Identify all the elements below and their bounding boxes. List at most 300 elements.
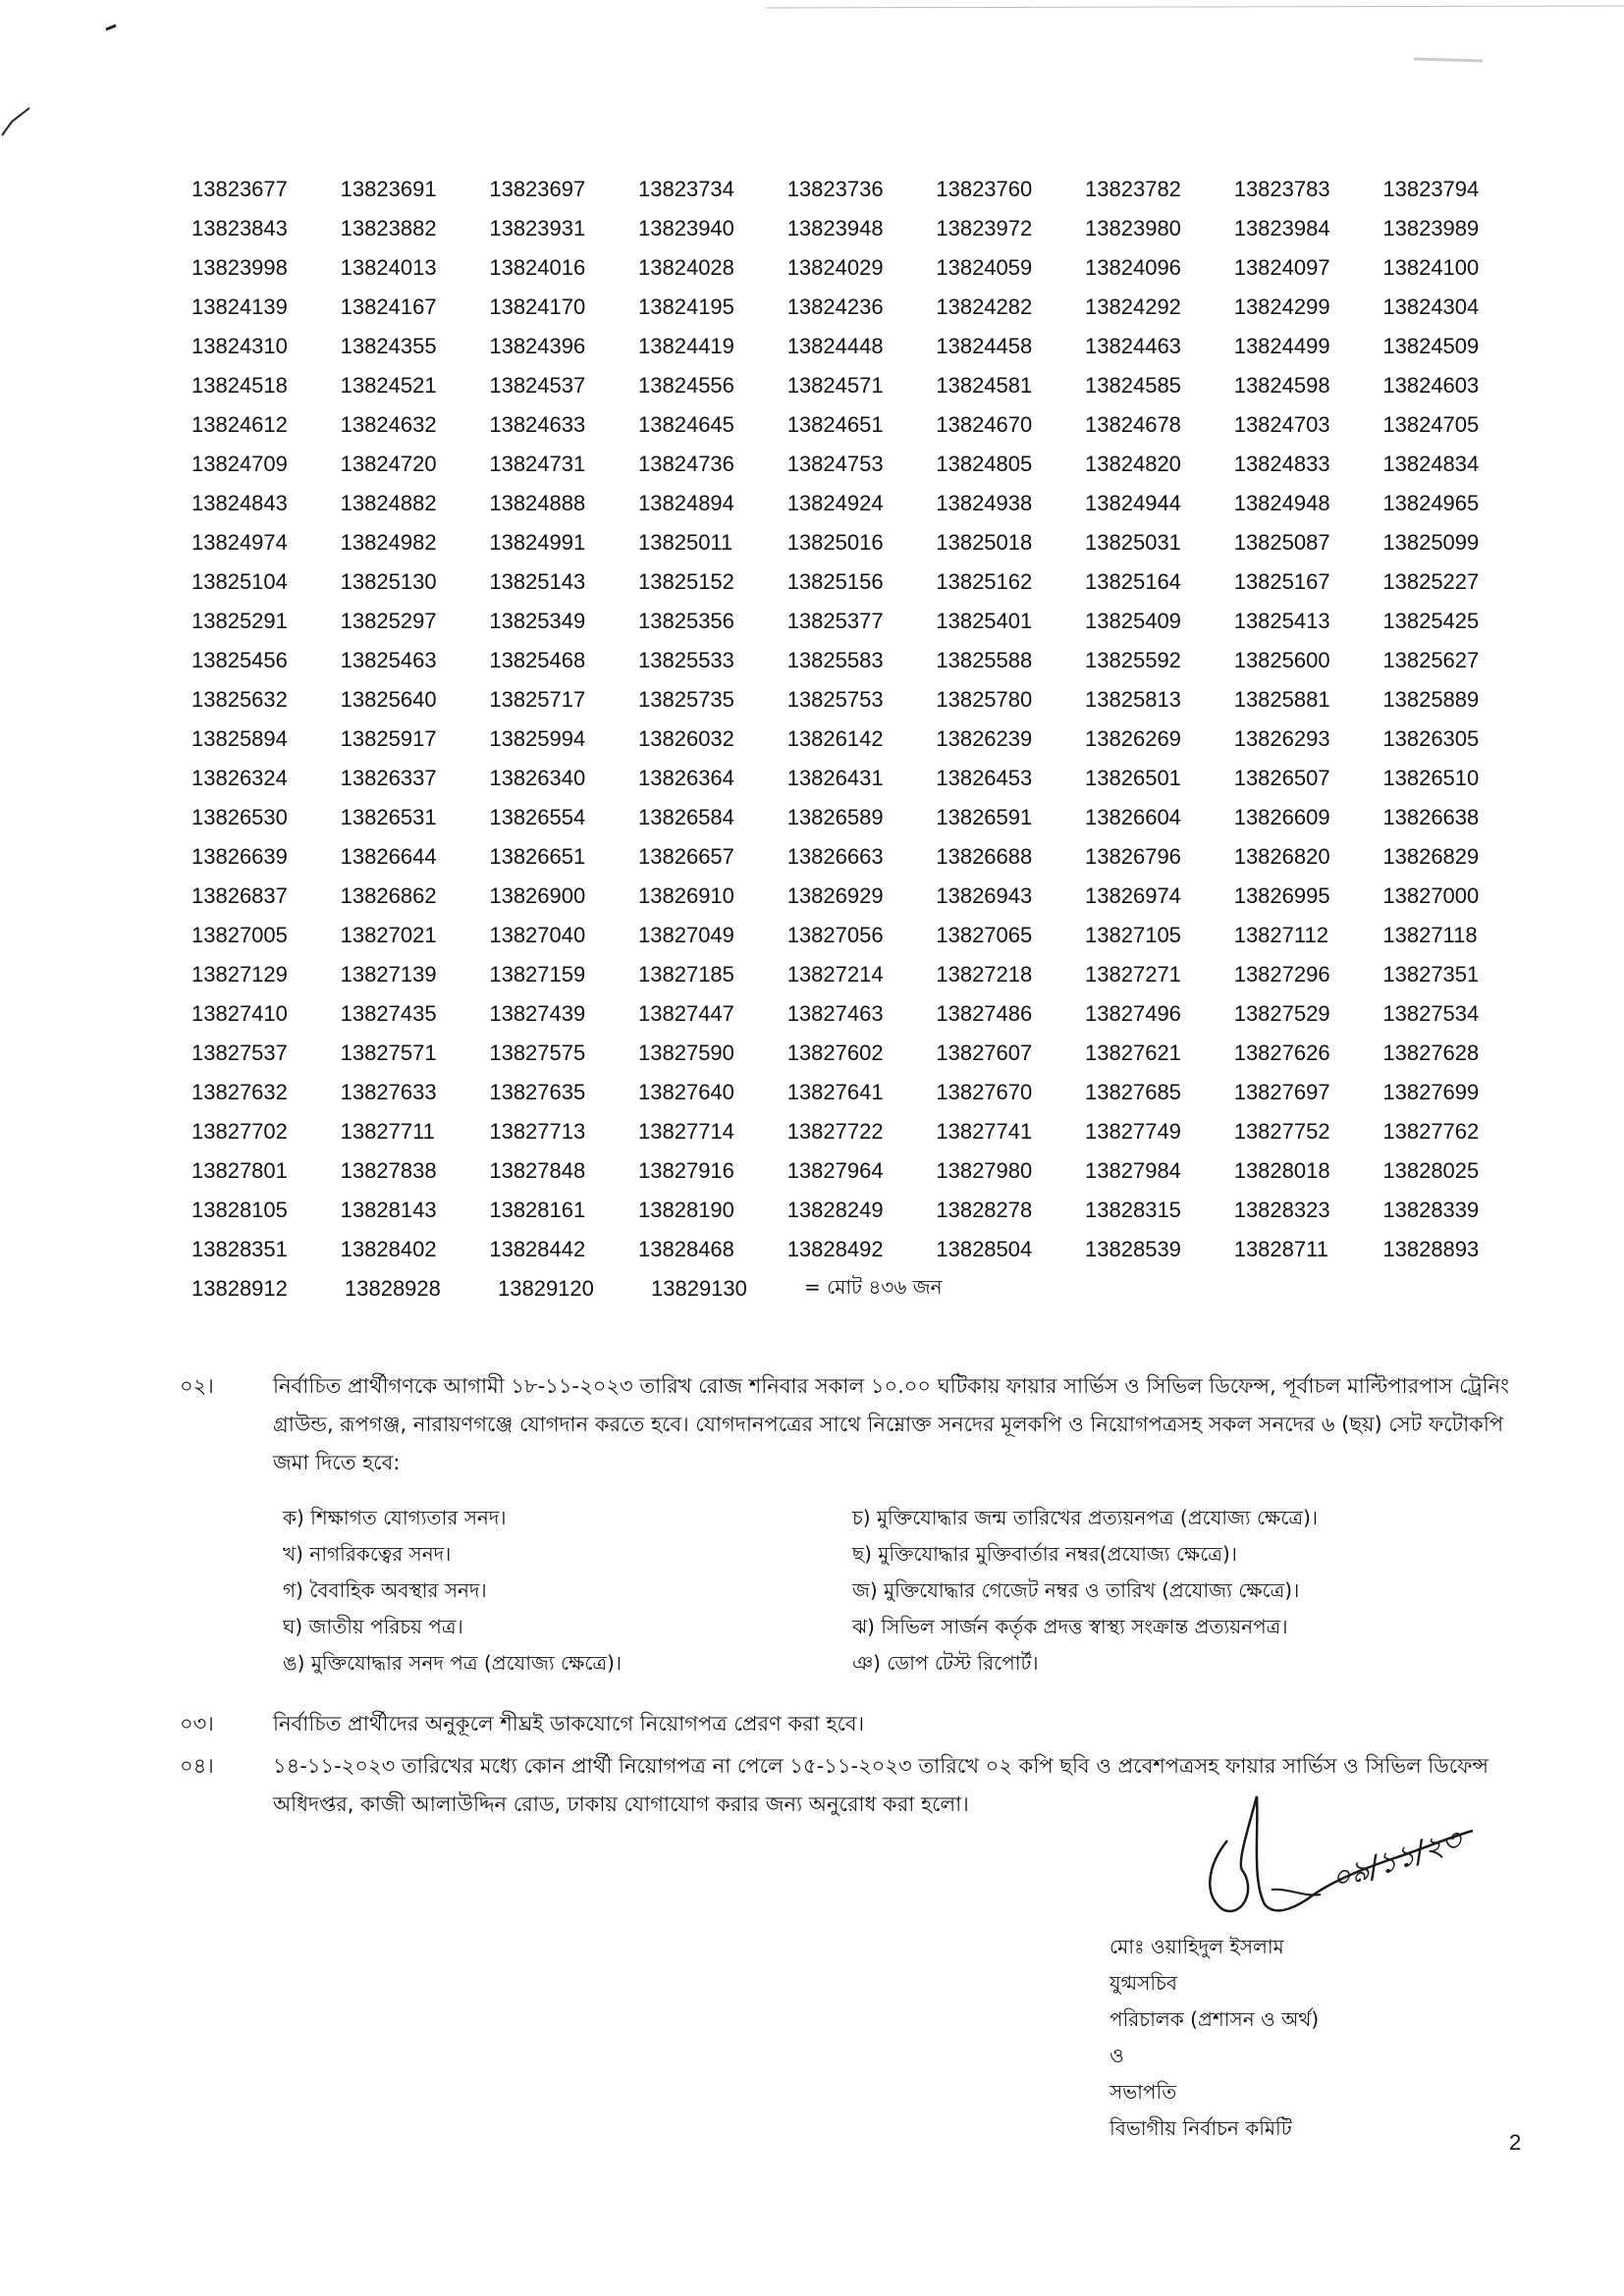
roll-number: 13824028 <box>638 255 734 280</box>
roll-number: 13828402 <box>340 1237 437 1261</box>
roll-number: 13827749 <box>1085 1119 1181 1144</box>
roll-number: 13824139 <box>191 294 288 319</box>
roll-number: 13828711 <box>1233 1237 1328 1261</box>
roll-number: 13824944 <box>1085 491 1181 515</box>
paragraph-02 <box>180 1367 1515 1482</box>
roll-number: 13826530 <box>191 805 288 829</box>
para-text: নির্বাচিত প্রার্থীদের অনুকূলে শীঘ্রই ডাকযোগে নিয়োগপত্র প্রেরণ করা হবে। <box>273 1712 865 1735</box>
roll-number: 13827534 <box>1382 1001 1480 1026</box>
roll-number: 13824833 <box>1233 452 1330 476</box>
roll-number: 13824355 <box>340 334 437 358</box>
roll-number: 13824612 <box>191 412 288 437</box>
roll-number: 13827049 <box>638 923 734 947</box>
roll-number: 13823783 <box>1233 177 1330 201</box>
roll-number: 13824834 <box>1382 452 1480 476</box>
roll-number: 13824720 <box>340 452 437 476</box>
roll-row <box>191 248 1532 288</box>
signature-date: ০৯/১১/২৩ <box>1326 1822 1466 1897</box>
roll-number: 13825356 <box>638 609 734 633</box>
roll-number: 13827056 <box>786 923 884 947</box>
roll-number: 13824603 <box>1382 373 1480 398</box>
para-text: নির্বাচিত প্রার্থীগণকে আগামী ১৮-১১-২০২৩ তারিখ রোজ শনিবার সকাল ১০.০০ ঘটিকায় ফায়ার সার্ভিস ও সিভিল ডিফেন্স, পূর্বাচল মাল্টিপারপাস ট্রেনিং গ্রাউন্ড, রূপগঞ্জ, নারায়ণগঞ্জে যোগদান করতে হবে। যোগদানপত্রের সাথে নিম্নোক্ত সনদের মূলকপি ও নিয়োগপত্রসহ সকল সনদের ৬ (ছয়) সেট ফটোকপি জমা দিতে হবে: <box>273 1374 1510 1474</box>
roll-row <box>191 680 1532 720</box>
roll-number: 13824292 <box>1085 294 1181 319</box>
roll-number: 13823734 <box>638 177 734 201</box>
roll-number: 13828315 <box>1085 1198 1181 1222</box>
roll-number: 13827848 <box>489 1158 586 1183</box>
roll-number: 13826900 <box>489 883 586 908</box>
roll-number: 13824820 <box>1085 452 1181 476</box>
roll-number: 13826324 <box>191 766 288 790</box>
doc-item: ঘ) জাতীয় পরিচয় পত্র। <box>283 1615 463 1638</box>
roll-number: 13827699 <box>1382 1080 1480 1104</box>
roll-number: 13826929 <box>786 883 884 908</box>
roll-row <box>191 641 1532 680</box>
roll-number: 13824805 <box>936 452 1033 476</box>
roll-number: 13827000 <box>1382 883 1480 908</box>
roll-number: 13827838 <box>340 1158 437 1183</box>
roll-number: 13826453 <box>936 766 1033 790</box>
roll-number: 13828893 <box>1382 1237 1480 1261</box>
roll-number: 13823989 <box>1382 216 1480 240</box>
roll-number: 13827640 <box>638 1080 734 1104</box>
roll-number: 13827218 <box>936 962 1033 987</box>
roll-number: 13826688 <box>936 844 1033 869</box>
roll-number: 13823843 <box>191 216 288 240</box>
roll-number: 13824419 <box>638 334 734 358</box>
roll-number: 13823972 <box>936 216 1033 240</box>
roll-number: 13826995 <box>1233 883 1330 908</box>
roll-number: 13827271 <box>1085 962 1181 987</box>
doc-row <box>283 1647 1461 1683</box>
roll-number: 13826337 <box>340 766 437 790</box>
roll-number: 13827602 <box>786 1041 884 1065</box>
roll-number: 13828161 <box>489 1198 586 1222</box>
roll-number: 13825377 <box>786 609 884 633</box>
roll-number: 13826604 <box>1085 805 1181 829</box>
roll-row <box>191 1151 1532 1191</box>
roll-number: 13823782 <box>1085 177 1181 201</box>
roll-number: 13828323 <box>1233 1198 1330 1222</box>
roll-number: 13824991 <box>489 530 586 555</box>
roll-number: 13824396 <box>489 334 586 358</box>
page-number: 2 <box>1509 2130 1522 2155</box>
roll-row <box>191 916 1532 955</box>
roll-number: 13826531 <box>340 805 437 829</box>
roll-number: 13824556 <box>638 373 734 398</box>
roll-number: 13823736 <box>786 177 884 201</box>
roll-row <box>191 366 1532 405</box>
roll-number: 13827916 <box>638 1158 734 1183</box>
roll-number: 13827537 <box>191 1041 288 1065</box>
roll-number: 13824882 <box>340 491 437 515</box>
required-documents-list <box>283 1502 1461 1683</box>
signatory-title: সভাপতি <box>1110 2080 1177 2104</box>
roll-number: 13827040 <box>489 923 586 947</box>
roll-number: 13828468 <box>638 1237 734 1261</box>
roll-row <box>191 445 1532 484</box>
roll-number: 13824731 <box>489 452 586 476</box>
roll-number: 13827980 <box>936 1158 1033 1183</box>
roll-number: 13825164 <box>1085 569 1181 594</box>
roll-row <box>191 170 1532 209</box>
roll-number: 13828025 <box>1382 1158 1480 1183</box>
roll-row <box>191 720 1532 759</box>
roll-number: 13823882 <box>340 216 437 240</box>
roll-number: 13824458 <box>936 334 1033 358</box>
roll-row <box>191 955 1532 994</box>
roll-number: 13826431 <box>786 766 884 790</box>
roll-row <box>191 837 1532 877</box>
roll-number: 13824304 <box>1382 294 1480 319</box>
roll-number: 13825894 <box>191 726 288 751</box>
doc-item: ক) শিক্ষাগত যোগ্যতার সনদ। <box>283 1506 507 1529</box>
roll-row <box>191 759 1532 798</box>
roll-number: 13827641 <box>786 1080 884 1104</box>
roll-number: 13826340 <box>489 766 586 790</box>
roll-number: 13827635 <box>489 1080 586 1104</box>
roll-number: 13825409 <box>1085 609 1181 633</box>
roll-number: 13826609 <box>1233 805 1330 829</box>
doc-item: ছ) মুক্তিযোদ্ধার মুক্তিবার্তার নম্বর(প্রযোজ্য ক্ষেত্রে)। <box>852 1542 1237 1566</box>
roll-number: 13823980 <box>1085 216 1181 240</box>
roll-number: 13828018 <box>1233 1158 1330 1183</box>
roll-number: 13826910 <box>638 883 734 908</box>
roll-number: 13825994 <box>489 726 586 751</box>
roll-number: 13825600 <box>1233 648 1330 672</box>
roll-number: 13825456 <box>191 648 288 672</box>
roll-number: 13823697 <box>489 177 586 201</box>
roll-number: 13826644 <box>340 844 437 869</box>
roll-number: 13827118 <box>1382 923 1478 947</box>
para-text: ১৪-১১-২০২৩ তারিখের মধ্যে কোন প্রার্থী নিয়োগপত্র না পেলে ১৫-১১-২০২৩ তারিখে ০২ কপি ছবি ও প্রবেশপত্রসহ ফায়ার সার্ভিস ও সিভিল ডিফেন্স অধিদপ্তর, কাজী আলাউদ্দিন রোড, ঢাকায় যোগাযোগ করার জন্য অনুরোধ করা হলো। <box>273 1754 1489 1816</box>
roll-row <box>191 562 1532 602</box>
roll-number: 13827571 <box>340 1041 437 1065</box>
roll-number: 13824705 <box>1382 412 1480 437</box>
roll-number: 13827607 <box>936 1041 1033 1065</box>
roll-row <box>191 602 1532 641</box>
roll-number: 13824299 <box>1233 294 1330 319</box>
roll-number: 13825425 <box>1382 609 1480 633</box>
doc-item: ঙ) মুক্তিযোদ্ধার সনদ পত্র (প্রযোজ্য ক্ষেত্রে)। <box>283 1651 623 1675</box>
roll-number: 13824585 <box>1085 373 1181 398</box>
roll-number: 13827410 <box>191 1001 288 1026</box>
roll-number: 13827112 <box>1233 923 1328 947</box>
roll-number: 13827105 <box>1085 923 1181 947</box>
roll-number: 13828249 <box>786 1198 884 1222</box>
roll-number: 13828928 <box>345 1276 441 1301</box>
roll-number: 13824645 <box>638 412 734 437</box>
doc-item: ঞ) ডোপ টেস্ট রিপোর্ট। <box>852 1651 1039 1675</box>
roll-number: 13824029 <box>786 255 884 280</box>
roll-number: 13826507 <box>1233 766 1330 790</box>
roll-number: 13829120 <box>498 1276 594 1301</box>
roll-number: 13827065 <box>936 923 1033 947</box>
roll-row <box>191 1269 1532 1308</box>
roll-number: 13826589 <box>786 805 884 829</box>
roll-number: 13826974 <box>1085 883 1181 908</box>
roll-row <box>191 1073 1532 1112</box>
roll-number: 13823691 <box>340 177 437 201</box>
roll-number: 13825227 <box>1382 569 1480 594</box>
roll-number: 13826239 <box>936 726 1033 751</box>
roll-number: 13826943 <box>936 883 1033 908</box>
roll-number: 13827214 <box>786 962 884 987</box>
roll-number: 13825533 <box>638 648 734 672</box>
roll-number: 13827984 <box>1085 1158 1181 1183</box>
roll-number: 13824571 <box>786 373 884 398</box>
roll-number: 13828442 <box>489 1237 586 1261</box>
roll-number: 13824167 <box>340 294 437 319</box>
doc-item: গ) বৈবাহিক অবস্থার সনদ। <box>283 1578 487 1602</box>
roll-number: 13826554 <box>489 805 586 829</box>
roll-row <box>191 523 1532 562</box>
roll-number: 13824938 <box>936 491 1033 515</box>
doc-row <box>283 1575 1461 1611</box>
roll-number: 13826364 <box>638 766 734 790</box>
roll-number: 13827447 <box>638 1001 734 1026</box>
roll-row <box>191 288 1532 327</box>
roll-number: 13825152 <box>638 569 734 594</box>
roll-number: 13824736 <box>638 452 734 476</box>
roll-number: 13825463 <box>340 648 437 672</box>
roll-row <box>191 1230 1532 1269</box>
roll-row <box>191 1112 1532 1151</box>
roll-number: 13827139 <box>340 962 437 987</box>
roll-number: 13823760 <box>936 177 1033 201</box>
roll-number: 13827697 <box>1233 1080 1330 1104</box>
roll-number: 13825162 <box>936 569 1033 594</box>
roll-number: 13825753 <box>786 687 884 712</box>
roll-number: 13825167 <box>1233 569 1330 594</box>
para-number: ০৩। <box>180 1712 214 1735</box>
roll-number: 13824670 <box>936 412 1033 437</box>
roll-row <box>191 994 1532 1034</box>
roll-number: 13825881 <box>1233 687 1330 712</box>
roll-number: 13824703 <box>1233 412 1330 437</box>
roll-row <box>191 1034 1532 1073</box>
roll-row <box>191 1191 1532 1230</box>
roll-number: 13826591 <box>936 805 1033 829</box>
roll-number: 13824236 <box>786 294 884 319</box>
roll-number: 13827351 <box>1382 962 1480 987</box>
roll-number: 13824016 <box>489 255 586 280</box>
roll-number: 13826651 <box>489 844 586 869</box>
roll-number: 13827964 <box>786 1158 884 1183</box>
roll-number: 13827670 <box>936 1080 1033 1104</box>
signatory-conjunction: ও <box>1110 2044 1124 2067</box>
roll-number: 13825640 <box>340 687 437 712</box>
signatory-title: পরিচালক (প্রশাসন ও অর্থ) <box>1110 2007 1320 2031</box>
roll-number: 13824709 <box>191 452 288 476</box>
roll-number: 13828143 <box>340 1198 437 1222</box>
roll-number: 13823940 <box>638 216 734 240</box>
roll-number: 13823931 <box>489 216 586 240</box>
roll-number: 13824310 <box>191 334 288 358</box>
roll-number: 13826837 <box>191 883 288 908</box>
roll-number: 13824632 <box>340 412 437 437</box>
roll-number: 13824096 <box>1085 255 1181 280</box>
paragraph-03 <box>180 1705 1515 1743</box>
roll-number: 13827435 <box>340 1001 437 1026</box>
roll-number: 13829130 <box>651 1276 747 1301</box>
roll-number: 13824537 <box>489 373 586 398</box>
roll-number: 13828504 <box>936 1237 1033 1261</box>
roll-number: 13827621 <box>1085 1041 1181 1065</box>
roll-number: 13824894 <box>638 491 734 515</box>
roll-number: 13824633 <box>489 412 586 437</box>
roll-number: 13826663 <box>786 844 884 869</box>
roll-number: 13827005 <box>191 923 288 947</box>
roll-number: 13827632 <box>191 1080 288 1104</box>
roll-number: 13828105 <box>191 1198 288 1222</box>
roll-number: 13824651 <box>786 412 884 437</box>
roll-number: 13825349 <box>489 609 586 633</box>
roll-number: 13825413 <box>1233 609 1330 633</box>
roll-number: 13824518 <box>191 373 288 398</box>
roll-number: 13824753 <box>786 452 884 476</box>
roll-number: 13824463 <box>1085 334 1181 358</box>
roll-number: 13824678 <box>1085 412 1181 437</box>
roll-number: 13826796 <box>1085 844 1181 869</box>
roll-number: 13827713 <box>489 1119 586 1144</box>
roll-number: 13827486 <box>936 1001 1033 1026</box>
roll-number: 13824195 <box>638 294 734 319</box>
roll-number: 13823998 <box>191 255 288 280</box>
roll-number: 13824509 <box>1382 334 1480 358</box>
roll-number: 13824843 <box>191 491 288 515</box>
roll-number: 13827702 <box>191 1119 288 1144</box>
roll-row <box>191 484 1532 523</box>
roll-number: 13824100 <box>1382 255 1480 280</box>
signature <box>1188 1772 1483 1939</box>
roll-number: 13825632 <box>191 687 288 712</box>
roll-number: 13827741 <box>936 1119 1033 1144</box>
roll-number: 13825583 <box>786 648 884 672</box>
roll-number: 13828492 <box>786 1237 884 1261</box>
roll-number: 13826142 <box>786 726 884 751</box>
roll-number: 13827626 <box>1233 1041 1330 1065</box>
roll-number: 13826829 <box>1382 844 1480 869</box>
para-number: ০৪। <box>180 1754 214 1778</box>
roll-number: 13825917 <box>340 726 437 751</box>
signatory-title: বিভাগীয় নির্বাচন কমিটি <box>1110 2116 1292 2140</box>
para-number: ০২। <box>180 1374 214 1398</box>
roll-number: 13827714 <box>638 1119 734 1144</box>
roll-number: 13825104 <box>191 569 288 594</box>
doc-row <box>283 1502 1461 1538</box>
roll-number: 13827762 <box>1382 1119 1480 1144</box>
total-count: = মোট ৪৩৬ জন <box>804 1274 943 1299</box>
roll-number: 13824974 <box>191 530 288 555</box>
roll-row <box>191 877 1532 916</box>
roll-number: 13824965 <box>1382 491 1480 515</box>
doc-row <box>283 1538 1461 1575</box>
roll-number: 13825156 <box>786 569 884 594</box>
roll-number: 13827633 <box>340 1080 437 1104</box>
roll-number: 13826501 <box>1085 766 1181 790</box>
roll-number: 13825468 <box>489 648 586 672</box>
roll-number: 13823984 <box>1233 216 1330 240</box>
roll-row <box>191 405 1532 445</box>
roll-number: 13827575 <box>489 1041 586 1065</box>
roll-number: 13828539 <box>1085 1237 1181 1261</box>
roll-number: 13824097 <box>1233 255 1330 280</box>
roll-number: 13826305 <box>1382 726 1480 751</box>
roll-number: 13825018 <box>936 530 1033 555</box>
doc-item: ঝ) সিভিল সার্জন কর্তৃক প্রদত্ত স্বাস্থ্য সংক্রান্ত প্রত্যয়নপত্র। <box>852 1615 1288 1638</box>
roll-number: 13827129 <box>191 962 288 987</box>
roll-row <box>191 209 1532 248</box>
roll-number: 13824948 <box>1233 491 1330 515</box>
roll-number: 13824059 <box>936 255 1033 280</box>
roll-number: 13824013 <box>340 255 437 280</box>
roll-number: 13825031 <box>1085 530 1181 555</box>
roll-number: 13825627 <box>1382 648 1480 672</box>
roll-number: 13824924 <box>786 491 884 515</box>
roll-number: 13827439 <box>489 1001 586 1026</box>
roll-number: 13825401 <box>936 609 1033 633</box>
roll-number: 13823677 <box>191 177 288 201</box>
roll-number: 13827752 <box>1233 1119 1330 1144</box>
doc-row <box>283 1611 1461 1647</box>
roll-number: 13825011 <box>638 530 733 555</box>
roll-row <box>191 327 1532 366</box>
roll-number: 13825291 <box>191 609 288 633</box>
roll-number: 13827801 <box>191 1158 288 1183</box>
roll-number: 13828339 <box>1382 1198 1480 1222</box>
roll-number: 13824521 <box>340 373 437 398</box>
roll-number: 13827685 <box>1085 1080 1181 1104</box>
roll-number: 13823794 <box>1382 177 1480 201</box>
roll-number: 13824598 <box>1233 373 1330 398</box>
roll-number: 13826510 <box>1382 766 1480 790</box>
roll-number: 13827185 <box>638 962 734 987</box>
roll-number: 13826862 <box>340 883 437 908</box>
doc-item: চ) মুক্তিযোদ্ধার জন্ম তারিখের প্রত্যয়নপত্র (প্রযোজ্য ক্ষেত্রে)। <box>852 1506 1319 1529</box>
signatory-title: যুগ্মসচিব <box>1110 1971 1177 1995</box>
roll-number: 13825016 <box>786 530 884 555</box>
roll-number: 13827496 <box>1085 1001 1181 1026</box>
roll-number: 13825592 <box>1085 648 1181 672</box>
scan-artifacts <box>0 0 1624 196</box>
roll-number: 13826657 <box>638 844 734 869</box>
roll-number: 13828912 <box>191 1276 288 1301</box>
roll-number: 13824581 <box>936 373 1033 398</box>
roll-number: 13825297 <box>340 609 437 633</box>
roll-number: 13827711 <box>340 1119 435 1144</box>
roll-number: 13823948 <box>786 216 884 240</box>
roll-number: 13825717 <box>489 687 586 712</box>
roll-number: 13827296 <box>1233 962 1330 987</box>
roll-number: 13825889 <box>1382 687 1480 712</box>
roll-number: 13825780 <box>936 687 1033 712</box>
roll-number: 13826638 <box>1382 805 1480 829</box>
roll-number: 13824982 <box>340 530 437 555</box>
roll-number: 13825130 <box>340 569 437 594</box>
roll-number: 13828278 <box>936 1198 1033 1222</box>
roll-number: 13828190 <box>638 1198 734 1222</box>
roll-number: 13824282 <box>936 294 1033 319</box>
roll-number: 13824170 <box>489 294 586 319</box>
roll-number: 13827159 <box>489 962 586 987</box>
roll-number: 13827463 <box>786 1001 884 1026</box>
roll-number: 13826293 <box>1233 726 1330 751</box>
roll-number: 13825143 <box>489 569 586 594</box>
signatory-name: মোঃ ওয়াহিদুল ইসলাম <box>1110 1935 1284 1958</box>
roll-number: 13828351 <box>191 1237 288 1261</box>
roll-number: 13827722 <box>786 1119 884 1144</box>
